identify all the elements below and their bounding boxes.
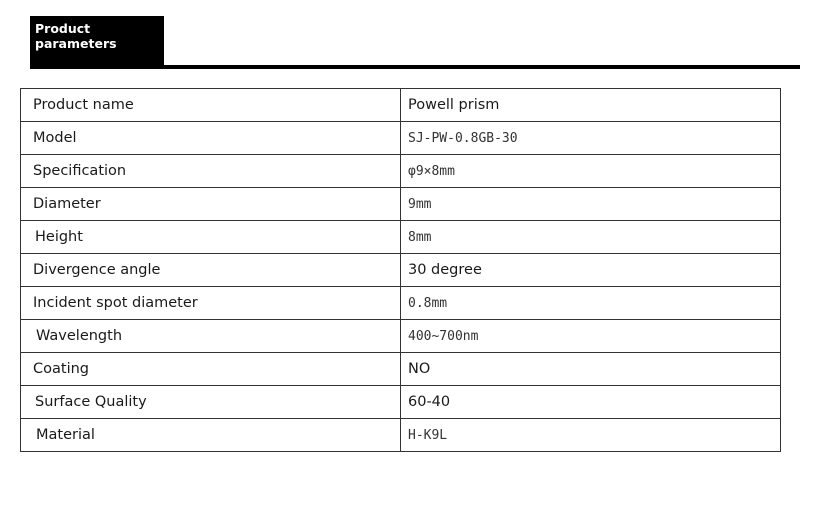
table-row bbox=[21, 320, 781, 353]
param-value: NO bbox=[401, 353, 781, 386]
param-value: SJ-PW-0.8GB-30 bbox=[401, 122, 781, 155]
table-row bbox=[21, 254, 781, 287]
param-value: 30 degree bbox=[401, 254, 781, 287]
param-value: 0.8mm bbox=[401, 287, 781, 320]
param-value: H-K9L bbox=[401, 419, 781, 452]
table-row bbox=[21, 287, 781, 320]
param-value: 400~700nm bbox=[401, 320, 781, 353]
param-name: Material bbox=[21, 419, 401, 452]
param-name: Diameter bbox=[21, 188, 401, 221]
param-value: 9mm bbox=[401, 188, 781, 221]
param-name: Wavelength bbox=[21, 320, 401, 353]
table-row bbox=[21, 89, 781, 122]
param-value: Powell prism bbox=[401, 89, 781, 122]
param-name: Coating bbox=[21, 353, 401, 386]
param-value: φ9×8mm bbox=[401, 155, 781, 188]
section-title bbox=[30, 16, 164, 66]
param-name: Height bbox=[21, 221, 401, 254]
table-row bbox=[21, 221, 781, 254]
param-value: 8mm bbox=[401, 221, 781, 254]
param-name: Specification bbox=[21, 155, 401, 188]
param-name: Divergence angle bbox=[21, 254, 401, 287]
param-name: Model bbox=[21, 122, 401, 155]
param-name: Incident spot diameter bbox=[21, 287, 401, 320]
table-row bbox=[21, 386, 781, 419]
table-row bbox=[21, 188, 781, 221]
param-name: Surface Quality bbox=[21, 386, 401, 419]
table-row bbox=[21, 353, 781, 386]
table-row bbox=[21, 122, 781, 155]
table-row bbox=[21, 419, 781, 452]
param-value: 60-40 bbox=[401, 386, 781, 419]
table-row bbox=[21, 155, 781, 188]
param-name: Product name bbox=[21, 89, 401, 122]
section-title-text: Product parameters bbox=[35, 21, 117, 51]
section-divider bbox=[30, 65, 800, 69]
parameters-table bbox=[20, 88, 781, 452]
